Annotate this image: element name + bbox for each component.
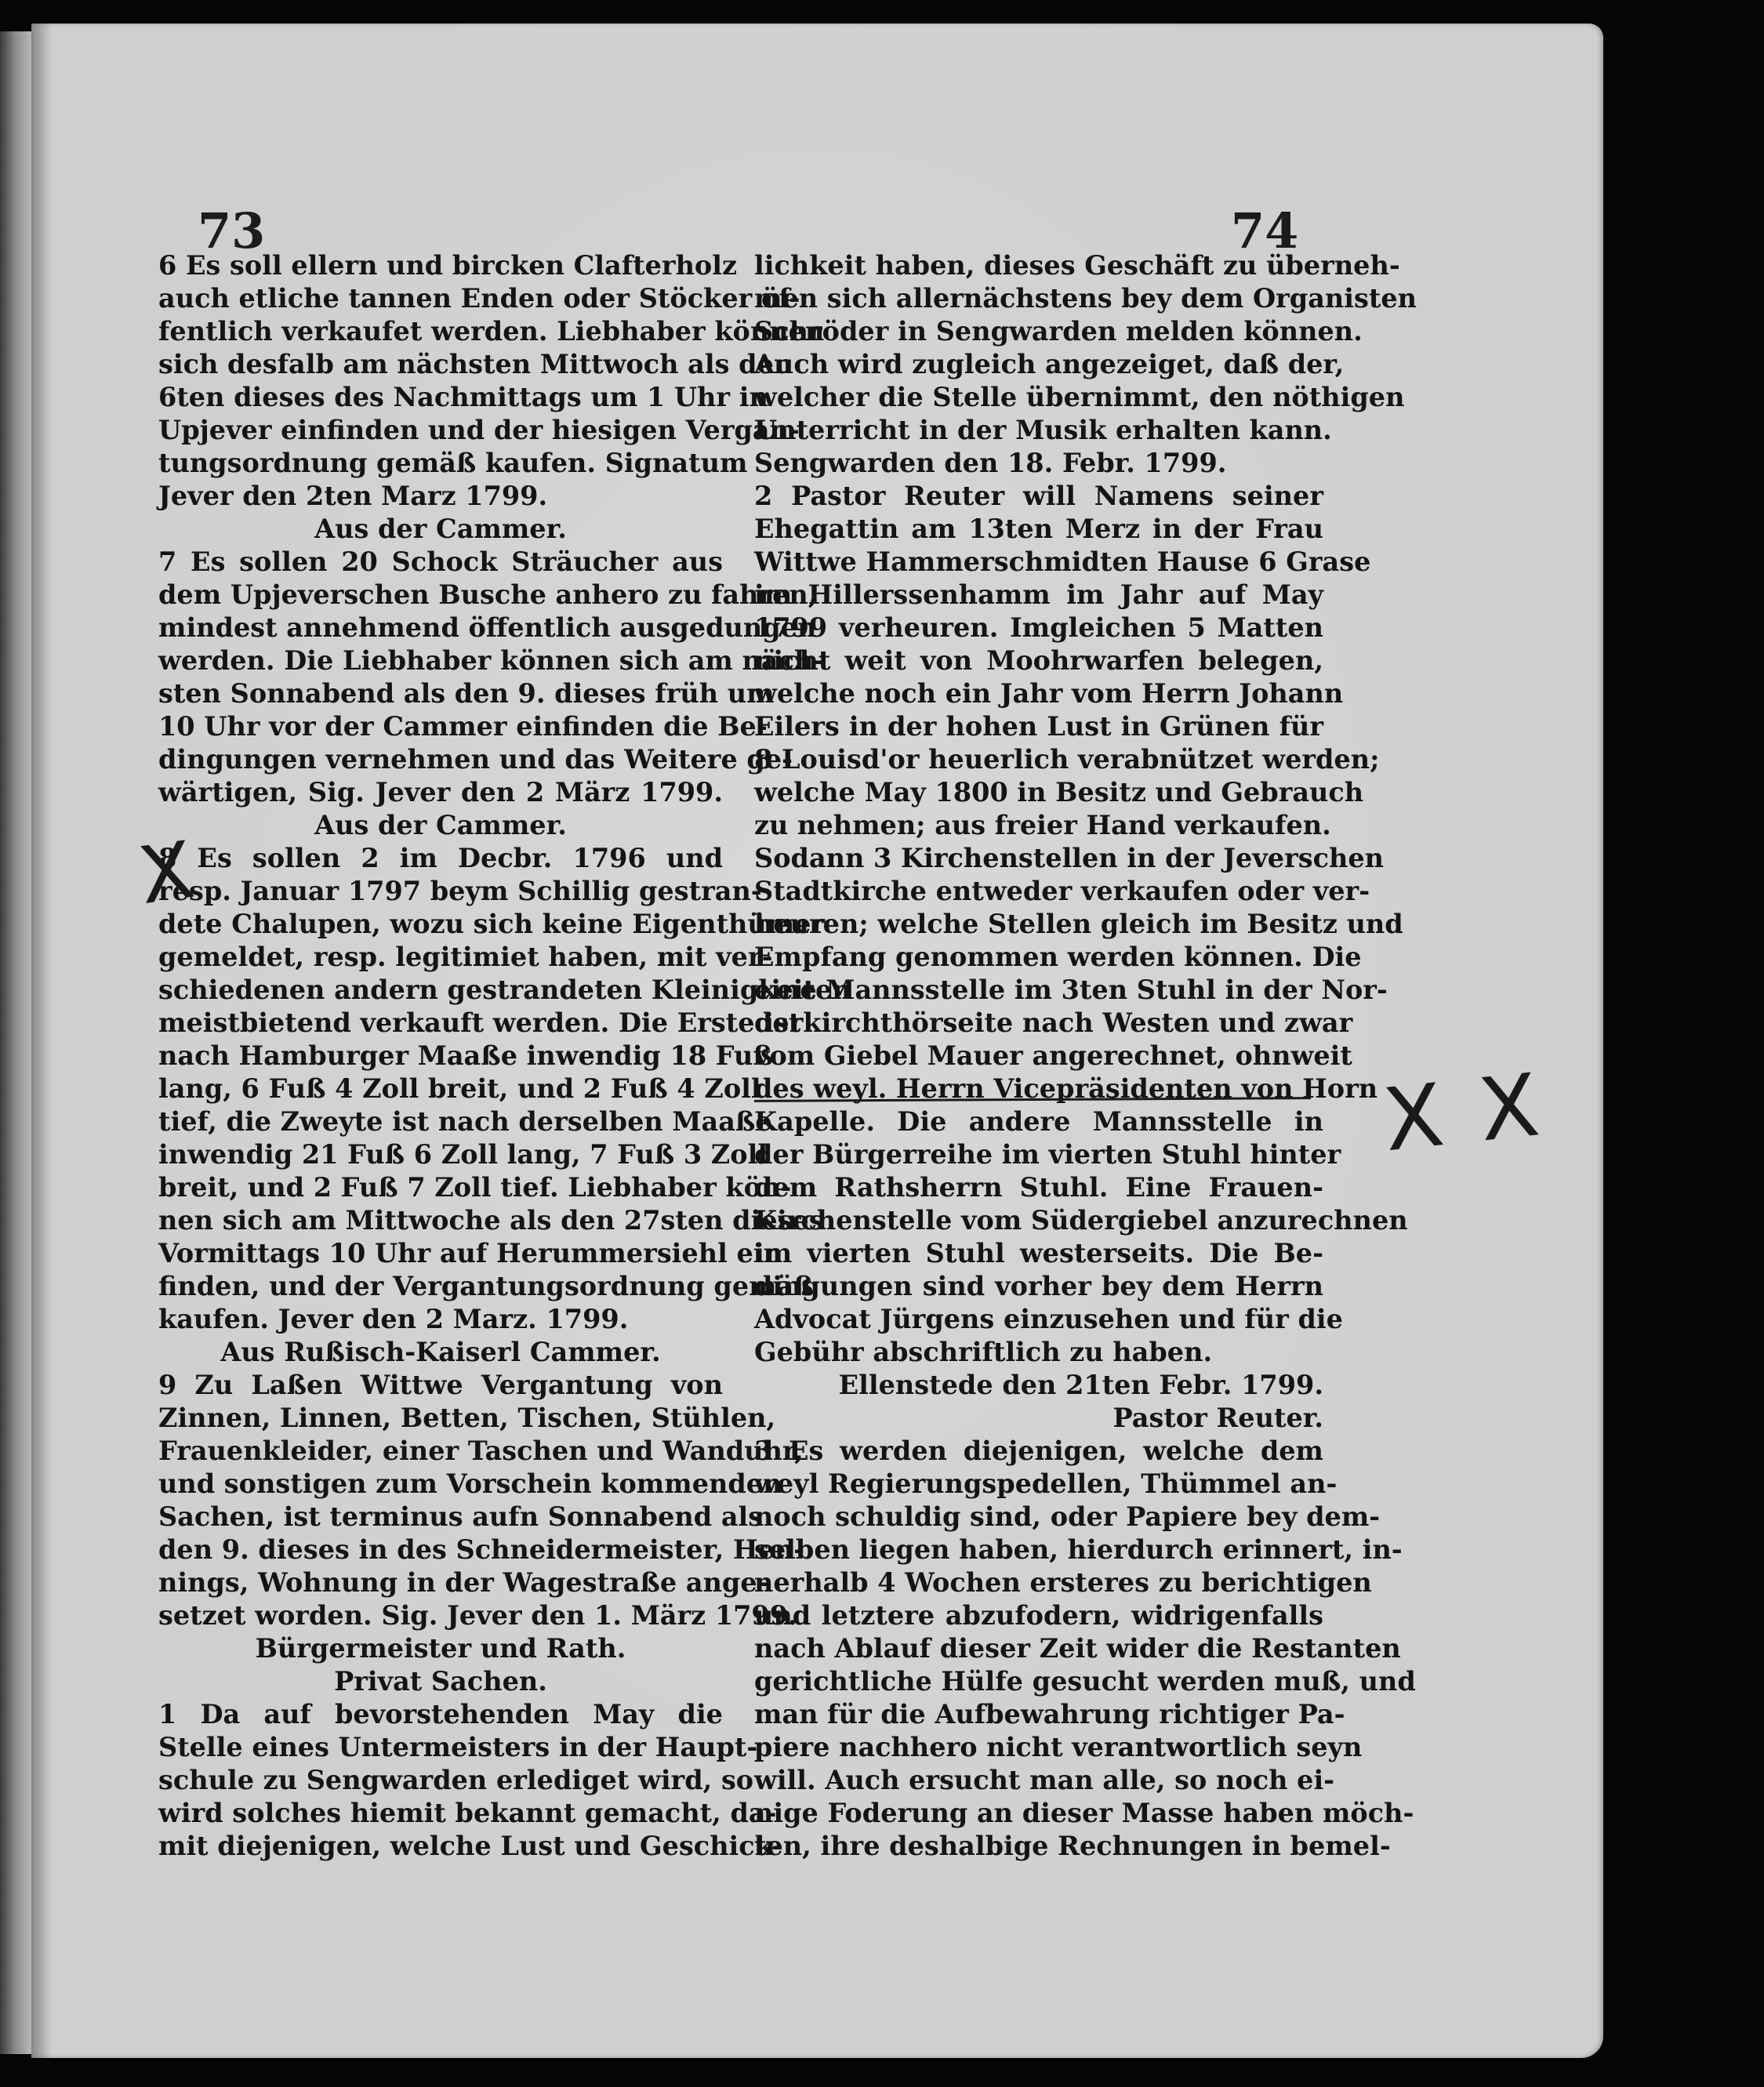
text-line: 6 Es soll ellern und bircken Clafterholz [158,250,738,281]
text-line: Zinnen, Linnen, Betten, Tischen, Stühlen, [158,1403,776,1433]
text-line: setzet worden. Sig. Jever den 1. März 1799. [158,1600,797,1631]
text-line: Gebühr abschriftlich zu haben. [754,1337,1213,1367]
text-line: gerichtliche Hülfe gesucht werden muß, und [754,1666,1416,1697]
text-line: vom Giebel Mauer angerechnet, ohnweit [754,1040,1352,1071]
text-line: der Bürgerreihe im vierten Stuhl hinter [754,1139,1341,1170]
text-line: dingungen vernehmen und das Weitere ge- [158,744,793,775]
text-line: nerhalb 4 Wochen ersteres zu berichtigen [754,1567,1372,1598]
text-line: welcher die Stelle übernimmt, den nöthigen [754,382,1405,412]
text-line: selben liegen haben, hierdurch erinnert, in- [754,1534,1403,1565]
text-line: dingungen sind vorher bey dem Herrn [754,1271,1323,1301]
margin-cross-mark-left: X [133,823,200,923]
text-line: 1 Da auf bevorstehenden May die [158,1699,723,1729]
text-line: gemeldet, resp. legitimiet haben, mit ver- [158,942,773,972]
text-line: im Hillerssenhamm im Jahr auf May [754,579,1323,610]
text-line: den 9. dieses in des Schneidermeister, Hen- [158,1534,805,1565]
text-line: sich desfalb am nächsten Mittwoch als den [158,349,793,379]
text-line: lang, 6 Fuß 4 Zoll breit, und 2 Fuß 4 Zoll [158,1073,761,1104]
text-line: lichkeit haben, dieses Geschäft zu überneh- [754,250,1400,281]
text-line: wird solches hiemit bekannt gemacht, da- [158,1798,777,1828]
text-line: dem Rathsherrn Stuhl. Eine Frauen- [754,1172,1323,1203]
text-line: werden. Die Liebhaber können sich am näch- [158,645,825,676]
text-line: sten Sonnabend als den 9. dieses früh um [158,678,775,709]
text-line: man für die Aufbewahrung richtiger Pa- [754,1699,1345,1729]
text-line: Aus Rußisch-Kaiserl Cammer. [220,1337,661,1367]
text-line: nach Hamburger Maaße inwendig 18 Fuß [158,1040,773,1071]
text-line: schule zu Sengwarden erlediget wird, so [158,1765,754,1795]
text-line: zu nehmen; aus freier Hand verkaufen. [754,810,1331,840]
text-line: Wittwe Hammerschmidten Hause 6 Grase [754,546,1371,577]
text-line: nige Foderung an dieser Masse haben möch- [754,1798,1414,1828]
page-number-left: 73 [198,202,266,260]
text-line: Pastor Reuter. [1112,1403,1323,1433]
text-line: nen sich am Mittwoche als den 27sten dieses [158,1205,824,1236]
text-line: nach Ablauf dieser Zeit wider die Restanten [754,1633,1401,1664]
text-line: Bürgermeister und Rath. [255,1633,626,1664]
text-line: mindest annehmend öffentlich ausgedungen [158,612,817,643]
text-line: Vormittags 10 Uhr auf Herummersiehl ein [158,1238,782,1269]
text-line: 8 Es sollen 2 im Decbr. 1796 und [158,843,723,873]
text-line: eine Mannsstelle im 3ten Stuhl in der Nor- [754,975,1388,1005]
text-line: und sonstigen zum Vorschein kommenden [158,1468,782,1499]
text-line: Jever den 2ten Marz 1799. [158,481,548,511]
text-line: Unterricht in der Musik erhalten kann. [754,415,1332,445]
text-line: nings, Wohnung in der Wagestraße ange- [158,1567,768,1598]
text-line: auch etliche tannen Enden oder Stöcker öf- [158,283,800,314]
text-line: resp. Januar 1797 beym Schillig gestran- [158,876,762,906]
text-line: Stelle eines Untermeisters in der Haupt- [158,1732,758,1762]
text-line: Schröder in Sengwarden melden können. [754,316,1363,347]
text-line: Stadtkirche entweder verkaufen oder ver- [754,876,1370,906]
text-line: Sachen, ist terminus aufn Sonnabend als [158,1501,764,1532]
text-line: tungsordnung gemäß kaufen. Signatum [158,448,748,478]
text-line: will. Auch ersucht man alle, so noch ei- [754,1765,1335,1795]
text-line: Aus der Cammer. [314,514,567,544]
text-line: derkirchthörseite nach Westen und zwar [754,1007,1353,1038]
text-line: und letztere abzufodern, widrigenfalls [754,1600,1323,1631]
text-line: 3 Es werden diejenigen, welche dem [754,1435,1323,1466]
text-line: Auch wird zugleich angezeiget, daß der, [754,349,1345,379]
text-line: weyl Regierungspedellen, Thümmel an- [754,1468,1338,1499]
text-line: des weyl. Herrn Vicepräsidenten von Horn [754,1073,1378,1104]
text-line: noch schuldig sind, oder Papiere bey dem- [754,1501,1381,1532]
text-line: 10 Uhr vor der Cammer einfinden die Be- [158,711,768,742]
page-number-right: 74 [1231,202,1299,260]
text-line: meistbietend verkauft werden. Die Erste ist [158,1007,801,1038]
text-line: schiedenen andern gestrandeten Kleinigkeiten [158,975,851,1005]
text-line: 2 Pastor Reuter will Namens seiner [754,481,1323,511]
text-line: tief, die Zweyte ist nach derselben Maaße [158,1106,772,1137]
text-line: dem Upjeverschen Busche anhero zu fahren, [158,579,818,610]
text-line: dete Chalupen, wozu sich keine Eigenthümer [158,909,826,939]
text-line: breit, und 2 Fuß 7 Zoll tief. Liebhaber kön- [158,1172,792,1203]
text-line: Privat Sachen. [334,1666,547,1697]
text-line: 8 Louisd'or heuerlich verabnützet werden; [754,744,1380,775]
text-line: 6ten dieses des Nachmittags um 1 Uhr in [158,382,768,412]
text-line: welche noch ein Jahr vom Herrn Johann [754,678,1344,709]
text-line: heuren; welche Stellen gleich im Besitz und [754,909,1403,939]
text-line: Aus der Cammer. [314,810,567,840]
text-line: Upjever einfinden und der hiesigen Vergan- [158,415,800,445]
text-line: men sich allernächstens bey dem Organisten [754,283,1417,314]
text-line: 9 Zu Laßen Wittwe Vergantung von [158,1370,723,1400]
margin-cross-marks-right: X X [1378,1054,1548,1171]
right-text-column [754,249,1417,1863]
text-line: wärtigen, Sig. Jever den 2 März 1799. [158,777,723,808]
left-text-column [158,249,851,1863]
text-line: Ehegattin am 13ten Merz in der Frau [754,514,1323,544]
text-line: Frauenkleider, einer Taschen und Wanduhr, [158,1435,804,1466]
text-line: Advocat Jürgens einzusehen und für die [754,1304,1343,1334]
text-line: im vierten Stuhl westerseits. Die Be- [754,1238,1323,1269]
text-line: finden, und der Vergantungsordnung gemäß [158,1271,814,1301]
text-line: Sodann 3 Kirchenstellen in der Jeverschen [754,843,1385,873]
text-line: Sengwarden den 18. Febr. 1799. [754,448,1227,478]
text-line: Kapelle. Die andere Mannsstelle in [754,1106,1323,1137]
text-line: Eilers in der hohen Lust in Grünen für [754,711,1323,742]
text-line: mit diejenigen, welche Lust und Geschick- [158,1831,783,1861]
text-line: ten, ihre deshalbige Rechnungen in bemel- [754,1831,1391,1861]
text-line: nicht weit von Moohrwarfen belegen, [754,645,1323,676]
text-line: Empfang genommen werden können. Die [754,942,1362,972]
text-line: 1799 verheuren. Imgleichen 5 Matten [754,612,1323,643]
text-line: Ellenstede den 21ten Febr. 1799. [838,1370,1323,1400]
text-line: fentlich verkaufet werden. Liebhaber können [158,316,825,347]
text-line: Kirchenstelle vom Südergiebel anzurechnen [754,1205,1408,1236]
text-line: piere nachhero nicht verantwortlich seyn [754,1732,1363,1762]
text-line: 7 Es sollen 20 Schock Sträucher aus [158,546,723,577]
text-line: welche May 1800 in Besitz und Gebrauch [754,777,1364,808]
text-line: kaufen. Jever den 2 Marz. 1799. [158,1304,629,1334]
text-line: inwendig 21 Fuß 6 Zoll lang, 7 Fuß 3 Zoll [158,1139,768,1170]
